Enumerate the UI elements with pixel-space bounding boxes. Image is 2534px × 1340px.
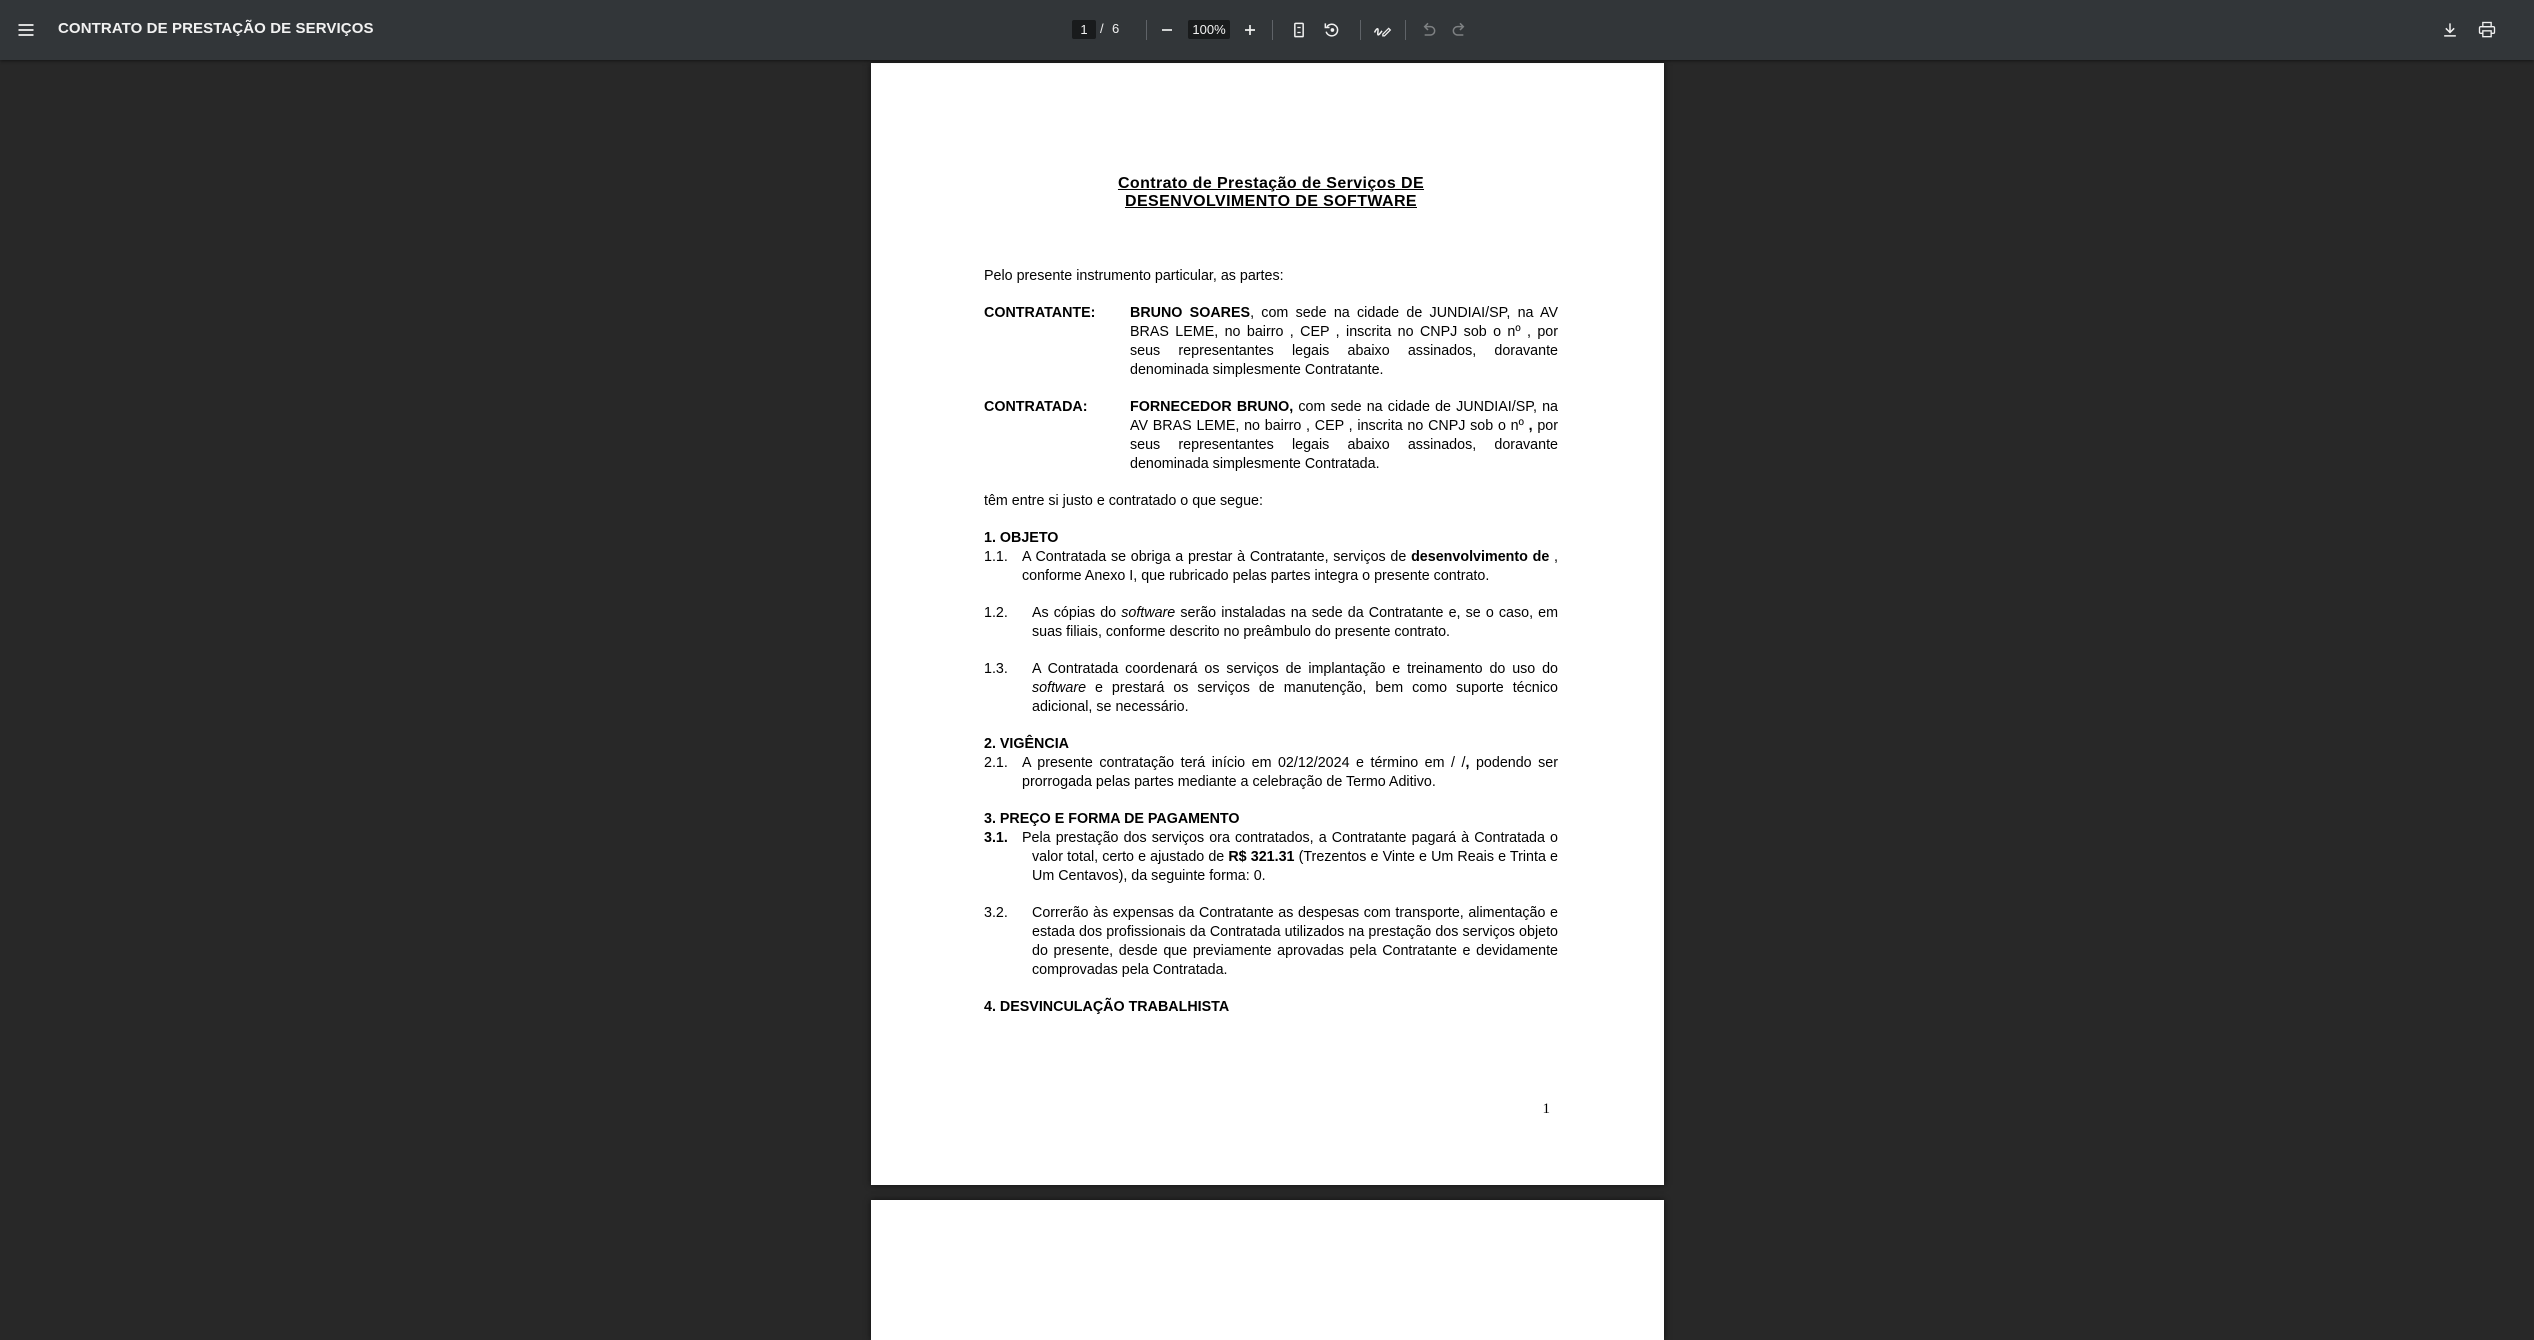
zoom-input[interactable]: 100% xyxy=(1188,20,1230,39)
document-body xyxy=(984,175,1558,1017)
clause xyxy=(984,829,1558,886)
intro-paragraph: Pelo presente instrumento particular, as partes: xyxy=(984,268,1284,284)
page-number-input[interactable]: 1 xyxy=(1072,20,1096,39)
contratada-block xyxy=(984,398,1558,474)
fit-page-icon[interactable] xyxy=(1287,18,1311,42)
clause-number: 3.1. xyxy=(984,830,1008,846)
download-icon[interactable] xyxy=(2438,18,2462,42)
pdf-page xyxy=(871,1200,1664,1340)
contratante-text: BRUNO SOARES, com sede na cidade de JUNDIAI/SP, na AV BRAS LEME, no bairro , CEP , inscrita no CNPJ sob o nº , por seus representantes legais abaixo assinados, doravante denominada simplesmente Contratante. xyxy=(1130,305,1558,378)
toolbar-divider xyxy=(1360,20,1361,40)
rotate-icon[interactable] xyxy=(1320,18,1344,42)
clause-number: 1.3. xyxy=(984,661,1008,677)
contratada-label: CONTRATADA: xyxy=(984,399,1088,415)
clause-text: A presente contratação terá início em 02/12/2024 e término em / /, podendo ser prorrogada pelas partes mediante a celebração de Termo Aditivo. xyxy=(1022,755,1558,790)
pdf-toolbar xyxy=(0,0,2534,60)
document-title: CONTRATO DE PRESTAÇÃO DE SERVIÇOS xyxy=(58,20,374,37)
clause xyxy=(984,604,1558,642)
section-title: 4. DESVINCULAÇÃO TRABALHISTA xyxy=(984,999,1230,1015)
clause-number: 1.1. xyxy=(984,549,1008,565)
clause-number: 1.2. xyxy=(984,605,1008,621)
clause-text: A Contratada coordenará os serviços de implantação e treinamento do uso do software e prestará os serviços de manutenção, bem como suporte técnico adicional, se necessário. xyxy=(1032,661,1558,715)
zoom-out-icon[interactable] xyxy=(1155,18,1179,42)
clause-number: 2.1. xyxy=(984,755,1008,771)
agreement-paragraph: têm entre si justo e contratado o que segue: xyxy=(984,493,1263,509)
toolbar-divider xyxy=(1146,20,1147,40)
clause-text: A Contratada se obriga a prestar à Contratante, serviços de desenvolvimento de , conforme Anexo I, que rubricado pelas partes integra o presente contrato. xyxy=(1022,549,1559,584)
clause xyxy=(984,754,1558,792)
contratada-text: FORNECEDOR BRUNO, com sede na cidade de JUNDIAI/SP, na AV BRAS LEME, no bairro , CEP , inscrita no CNPJ sob o nº , por seus representantes legais abaixo assinados, doravante denominada simplesmente Contratada. xyxy=(1130,399,1558,472)
page-total: 6 xyxy=(1112,21,1120,36)
redo-icon[interactable] xyxy=(1448,18,1472,42)
page-number: 1 xyxy=(1542,1101,1550,1117)
clause-text: As cópias do software serão instaladas na sede da Contratante e, se o caso, em suas filiais, conforme descrito no preâmbulo do presente contrato. xyxy=(1032,605,1558,640)
page-separator: / xyxy=(1100,21,1104,36)
contratante-block xyxy=(984,304,1558,380)
clause-text: Pela prestação dos serviços ora contratados, a Contratante pagará à Contratada o valor total, certo e ajustado de R$ 321.31 (Trezentos e Vinte e Um Reais e Trinta e Um Centavos), da seguinte forma: 0. xyxy=(1022,830,1558,884)
pdf-page xyxy=(871,63,1664,1185)
clause xyxy=(984,548,1558,586)
zoom-in-icon[interactable] xyxy=(1238,18,1262,42)
section-title: 1. OBJETO xyxy=(984,530,1059,546)
undo-icon[interactable] xyxy=(1416,18,1440,42)
clause xyxy=(984,660,1558,717)
section-title: 2. VIGÊNCIA xyxy=(984,736,1070,752)
clause xyxy=(984,904,1558,980)
menu-icon[interactable] xyxy=(14,18,38,42)
toolbar-divider xyxy=(1272,20,1273,40)
contratante-label: CONTRATANTE: xyxy=(984,305,1096,321)
clause-text: Correrão às expensas da Contratante as despesas com transporte, alimentação e estada dos profissionais da Contratada utilizados na prestação dos serviços objeto do presente, desde que previamente aprovadas pela Contratante e devidamente comprovadas pela Contratada. xyxy=(1032,905,1558,978)
print-icon[interactable] xyxy=(2475,18,2499,42)
clause-number: 3.2. xyxy=(984,905,1008,921)
document-heading: Contrato de Prestação de Serviços DE DESENVOLVIMENTO DE SOFTWARE xyxy=(1117,175,1425,210)
section-title: 3. PREÇO E FORMA DE PAGAMENTO xyxy=(984,811,1240,827)
annotate-icon[interactable] xyxy=(1370,18,1394,42)
toolbar-divider xyxy=(1405,20,1406,40)
